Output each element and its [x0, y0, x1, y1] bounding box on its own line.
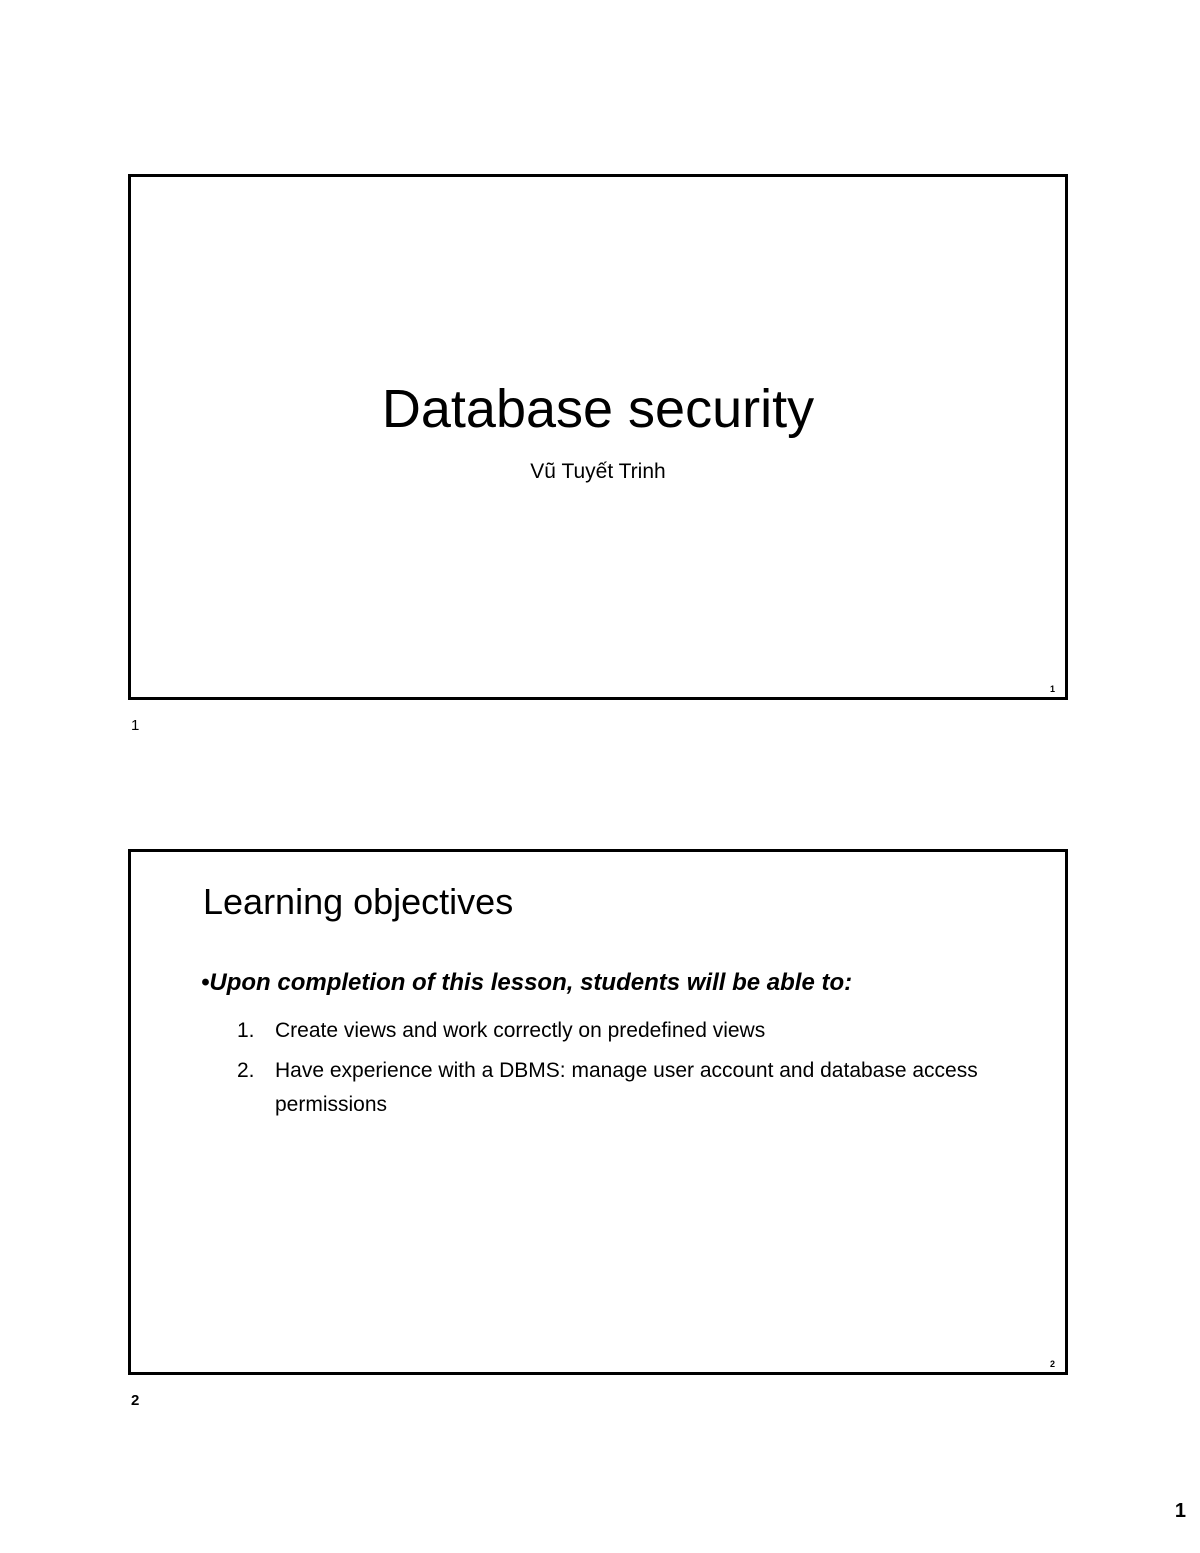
- slide-page-label: 1: [131, 717, 140, 734]
- list-item-text: Create views and work correctly on predefined views: [275, 1019, 766, 1042]
- list-item-text: Have experience with a DBMS: manage user account and database access permissions: [275, 1059, 978, 1116]
- slide-1: [128, 174, 1068, 700]
- slide-title: Database security: [381, 379, 815, 439]
- slide-page-label: 2: [131, 1392, 140, 1409]
- list-marker: 1.: [237, 1019, 255, 1042]
- lead-bullet: •Upon completion of this lesson, students will be able to:: [201, 969, 853, 996]
- objectives-list: [237, 1014, 997, 1128]
- page-number: 1: [1174, 1500, 1186, 1522]
- list-item: [237, 1054, 997, 1122]
- slide-title: Learning objectives: [203, 881, 514, 922]
- slide-number: 1: [1049, 684, 1055, 694]
- list-item: [237, 1014, 997, 1048]
- slide-2: [128, 849, 1068, 1375]
- slide-subtitle-author: Vũ Tuyết Trinh: [530, 460, 666, 483]
- list-marker: 2.: [237, 1059, 255, 1082]
- slide-number: 2: [1049, 1359, 1055, 1369]
